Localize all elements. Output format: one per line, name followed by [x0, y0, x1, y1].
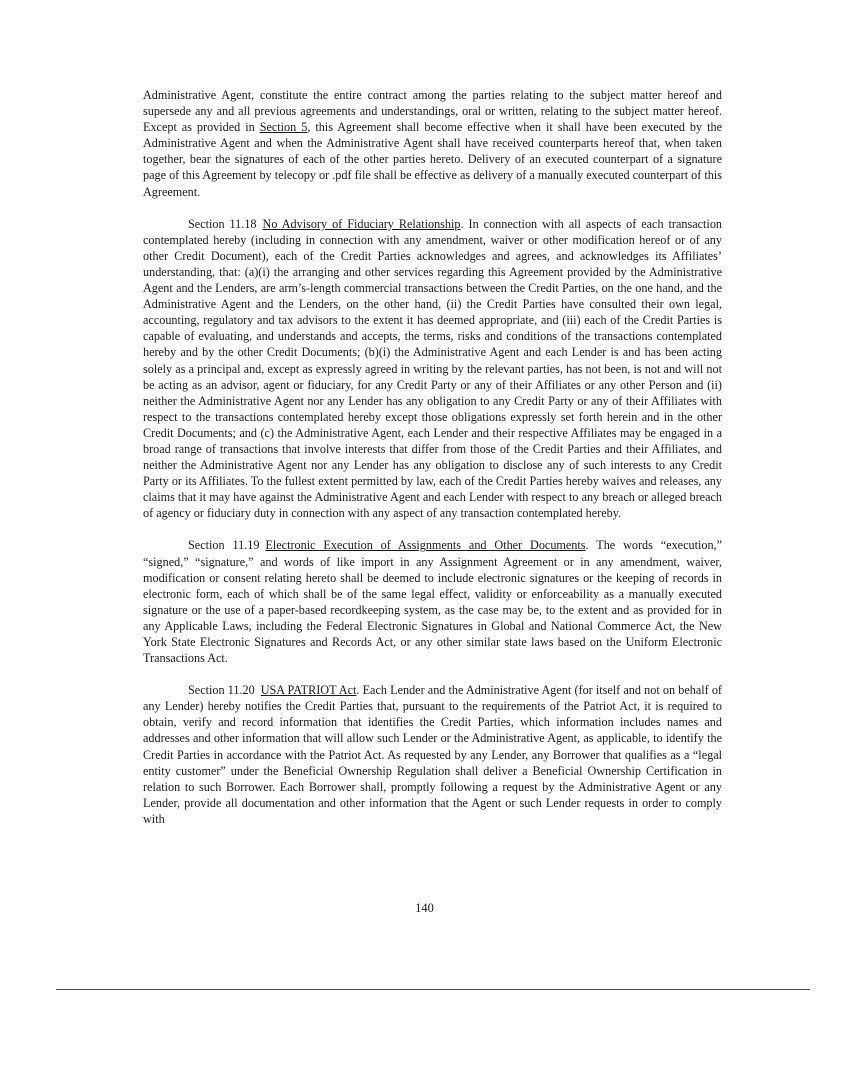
section-body: . The words “execution,” “signed,” “signature,” and words of like import in any Assignment Agreement or in any amendment, waiver, modification or consent relating hereto shall be deemed to include electronic signatures or the keeping of records in electronic form, each of which shall be of the same legal effect, validity or enforceability as a manually executed signature or the use of a paper-based recordkeeping system, as the case may be, to the extent and as provided for in any Applicable Laws, including the Federal Electronic Signatures in Global and National Commerce Act, the New York State Electronic Signatures and Records Act, or any other similar state laws based on the Uniform Electronic Transactions Act.: [143, 538, 723, 666]
section-title: No Advisory of Fiduciary Relationship: [262, 216, 461, 231]
section-body: . Each Lender and the Administrative Agent (for itself and not on behalf of any Lender) hereby notifies the Credit Parties that, pursuant to the requirements of the Patriot Act, it is required to obtain, verify and record information that identifies the Credit Parties, which information includes names and addresses and other information that will allow such Lender or the Administrative Agent, as applicable, to identify the Credit Parties in accordance with the Patriot Act. As requested by any Lender, any Borrower that qualifies as a “legal entity customer” under the Beneficial Ownership Regulation shall deliver a Beneficial Ownership Certification in relation to such Borrower. Each Borrower shall, promptly following a request by the Administrative Agent or any Lender, provide all documentation and other information that the Agent or such Lender requests in order to comply with: [143, 683, 722, 826]
intro-text-after-ref: , this Agreement shall become effective when it shall have been executed by the Administrative Agent and when the Administrative Agent shall have received counterparts hereof that, when taken together, bear the signatures of each of the other parties hereto. Delivery of an executed counterpart of a signature page of this Agreement by telecopy or .pdf file shall be effective as delivery of a manually executed counterpart of this Agreement.: [143, 120, 722, 199]
footer-divider: [56, 989, 810, 990]
section-5-reference: Section 5: [259, 120, 308, 135]
section-11-18-paragraph: [143, 216, 722, 522]
section-11-20-paragraph: [143, 682, 722, 827]
page-number: 140: [415, 901, 434, 915]
section-number: Section 11.18: [188, 216, 257, 231]
section-number: Section 11.20: [188, 683, 255, 698]
section-title: Electronic Execution of Assignments and Other Documents: [265, 538, 586, 553]
section-11-19-paragraph: [143, 537, 722, 666]
intro-paragraph: [143, 87, 722, 200]
document-page: [143, 87, 722, 827]
section-number: Section 11.19: [188, 538, 260, 553]
section-title: USA PATRIOT Act: [260, 683, 357, 698]
intro-text-before-ref: Administrative Agent, constitute the entire contract among the parties relating to the subject matter hereof and supersede any and all previous agreements and understandings, oral or written, relating to the subject matter hereof. Except as provided in: [143, 88, 722, 135]
section-body: . In connection with all aspects of each transaction contemplated hereby (including in connection with any amendment, waiver or other modification hereof or of any other Credit Document), each of the Credit Parties acknowledges and agrees, and acknowledges its Affiliates’ understanding, that: (a)(i) the arranging and other services regarding this Agreement provided by the Administrative Agent and the Lenders, are arm’s-length commercial transactions between the Credit Parties, on the one hand, and the Administrative Agent and the Lenders, on the other hand, (ii) the Credit Parties have consulted their own legal, accounting, regulatory and tax advisors to the extent it has deemed appropriate, and (iii) each of the Credit Parties is capable of evaluating, and understands and accepts, the terms, risks and conditions of the transactions contemplated hereby and by the other Credit Documents; (b)(i) the Administrative Agent and each Lender is and has been acting solely as a principal and, except as expressly agreed in writing by the relevant parties, has not been, is not and will not be acting as an advisor, agent or fiduciary, for any Credit Party or any of their Affiliates or any other Person and (ii) neither the Administrative Agent nor any Lender has any obligation to any Credit Party or any of their Affiliates with respect to the transactions contemplated hereby except those obligations expressly set forth herein and in the other Credit Documents; and (c) the Administrative Agent, each Lender and their respective Affiliates may be engaged in a broad range of transactions that involve interests that differ from those of the Credit Parties and their Affiliates, and neither the Administrative Agent nor any Lender has any obligation to disclose any of such interests to any Credit Party or its Affiliates. To the fullest extent permitted by law, each of the Credit Parties hereby waives and releases, any claims that it may have against the Administrative Agent and each Lender with respect to any breach or alleged breach of agency or fiduciary duty in connection with any aspect of any transaction contemplated hereby.: [143, 216, 723, 521]
